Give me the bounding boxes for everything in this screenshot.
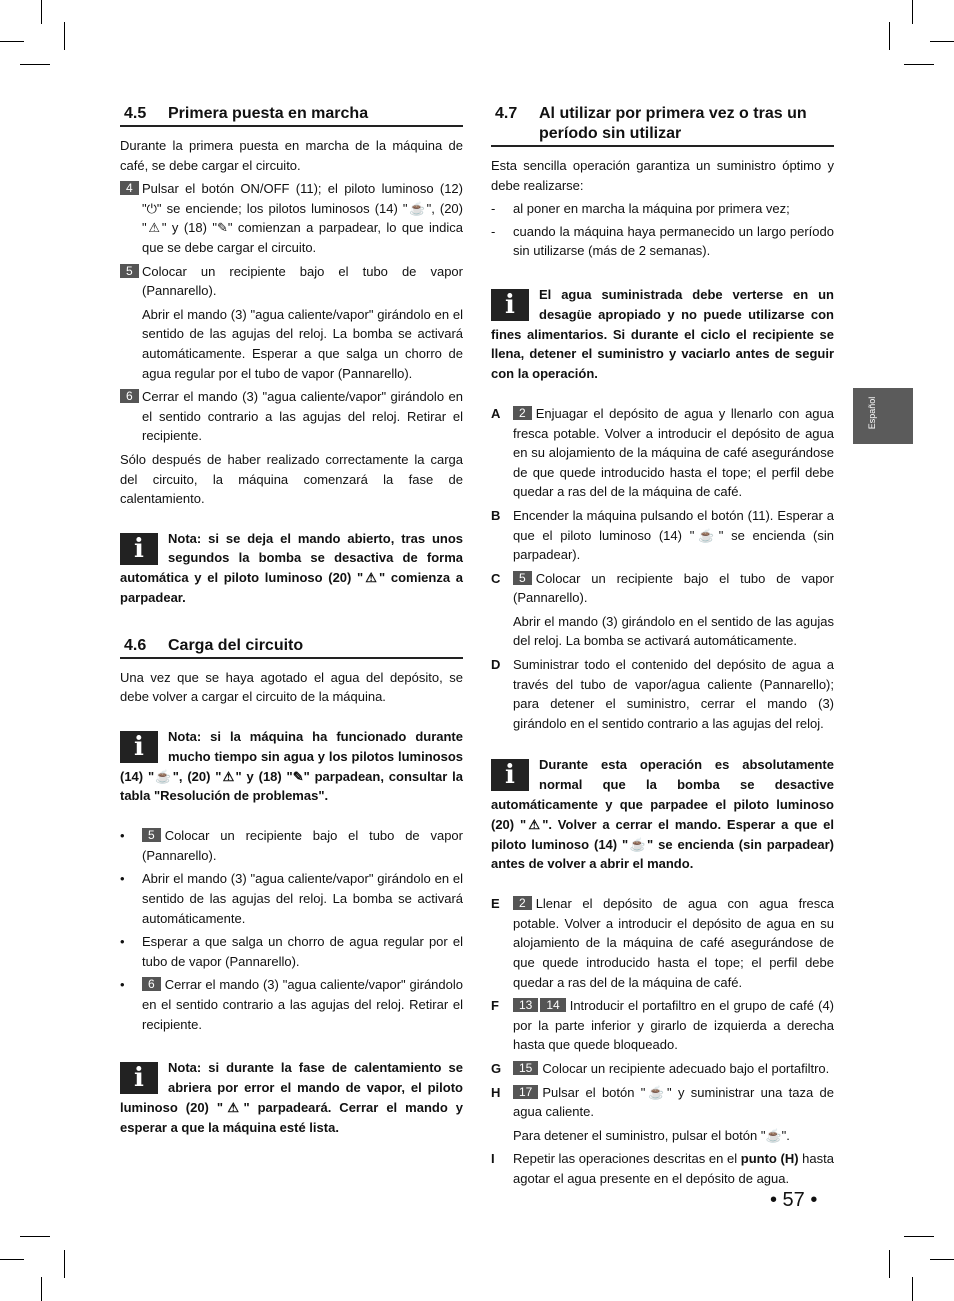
section-heading: Al utilizar por primera vez o tras un período sin utilizar [539, 105, 807, 142]
figure-ref-badge: 5 [142, 828, 161, 842]
bullet-text: Abrir el mando (3) "agua caliente/vapor" girándolo en el sentido de las agujas del reloj. La bomba se activará automáticamente. [142, 871, 463, 926]
figure-ref-badge: 2 [513, 896, 532, 910]
step-A: A 2 Enjuagar el depósito de agua y llenarlo con agua fresca potable. Volver a introducir el depósito de agua en su alojamiento de la máquina de café asegurándose de que quede introducido hasta el tope; el perfil debe quedar a ras del de la máquina de café. [491, 405, 834, 500]
step-text: Llenar el depósito de agua con agua fresca potable. Volver a introducir el depósito de agua en su alojamiento de la máquina de café asegurándose de que quede introducido hasta el tope; el perfil debe quedar a ras del de la máquina de café. [513, 896, 834, 990]
paragraph: Durante la primera puesta en marcha de la máquina de café, se debe cargar el circuito. [120, 138, 463, 173]
note-text: Durante esta operación es absolutamente normal que la bomba se desactive automáticamente y que parpadee el piloto luminoso (20) "⚠". Volver a cerrar el mando. Esperar a que el piloto luminoso (14) "☕" se encienda (sin parpadear) antes de volver a abrir el mando. [491, 757, 834, 872]
section-number: 4.7 [495, 105, 518, 122]
note-text: Nota: si se deja el mando abierto, tras unos segundos la bomba se desactiva de forma automática y el piloto luminoso (20) "⚠" comienza a parpadear. [120, 530, 463, 606]
note-text: Nota: si durante la fase de calentamiento se abriera por error el mando de vapor, el piloto luminoso (20) "⚠" parpadeará. Cerrar el mando y esperar a que la máquina esté lista. [120, 1060, 463, 1135]
paragraph: Sólo después de haber realizado correctamente la carga del circuito, la máquina comenzará la fase de calentamiento. [120, 451, 463, 507]
step-I: I Repetir las operaciones descritas en el punto (H) hasta agotar el agua presente en el depósito de agua. [491, 1151, 834, 1186]
bullet-text: Cerrar el mando (3) "agua caliente/vapor" girándolo en el sentido contrario a las agujas del reloj. Retirar el recipiente. [142, 977, 463, 1032]
page-number: • 57 • [770, 1189, 818, 1211]
crop-mark [0, 1259, 24, 1260]
step-text: Para detener el suministro, pulsar el botón "☕". [513, 1127, 790, 1143]
step-text: Colocar un recipiente bajo el tubo de vapor (Pannarello). [513, 570, 834, 606]
dash-text: cuando la máquina haya permanecido un largo período sin utilizarse (más de 2 semanas). [513, 223, 834, 259]
step-G: G 15 Colocar un recipiente adecuado bajo el portafiltro. [491, 1060, 830, 1076]
step-text: Encender la máquina pulsando el botón (11). Esperar a que el piloto luminoso (14) "☕" se encienda (sin parpadear). [513, 507, 834, 563]
language-tab-label: Español [867, 396, 877, 430]
step-text: hasta agotar el agua presente en el depósito de agua. [513, 1151, 834, 1186]
crop-mark [20, 64, 50, 65]
step-5 [120, 262, 463, 301]
left-column [120, 104, 463, 1157]
step-4 [120, 179, 463, 257]
figure-ref-badge: 15 [513, 1061, 538, 1075]
crop-mark [930, 1259, 954, 1260]
section-number: 4.6 [124, 636, 147, 654]
crop-mark [41, 1277, 42, 1301]
step-text: Enjuagar el depósito de agua y llenarlo con agua fresca potable. Volver a introducir el depósito de agua en su alojamiento de la máquina de café asegurándose de que quede introducido hasta el tope; el perfil debe quedar a ras del de la máquina de café. [513, 405, 834, 500]
section-heading: Primera puesta en marcha [168, 105, 369, 122]
step-text-bold: punto (H) [740, 1151, 799, 1167]
section-title-4-7 [491, 104, 834, 147]
figure-ref-badge: 6 [142, 977, 161, 991]
crop-mark [20, 1236, 50, 1237]
bullet-item: • Abrir el mando (3) "agua caliente/vapor" girándolo en el sentido de las agujas del reloj. La bomba se activará automáticamente. [120, 869, 463, 928]
bullet-item: • 5 Colocar un recipiente bajo el tubo de vapor (Pannarello). [120, 828, 463, 863]
step-C: C 5 Colocar un recipiente bajo el tubo de vapor (Pannarello). [491, 570, 834, 606]
crop-mark [912, 1277, 913, 1301]
step-text: Colocar un recipiente bajo el tubo de vapor (Pannarello). [142, 263, 463, 299]
figure-ref-badge: 17 [513, 1085, 538, 1099]
step-text: Repetir las operaciones descritas en el [513, 1151, 741, 1167]
figure-ref-badge: 4 [120, 181, 139, 195]
step-B: B Encender la máquina pulsando el botón (11). Esperar a que el piloto luminoso (14) "☕" se encienda (sin parpadear). [491, 506, 834, 565]
step-F: F 13 14 Introducir el portafiltro en el grupo de café (4) por la parte inferior y girarlo de izquierda a derecha hasta que quede bloqueado. [491, 998, 834, 1053]
info-note [120, 529, 463, 608]
section-title-4-5 [120, 104, 463, 127]
figure-ref-badge: 14 [540, 998, 565, 1012]
figure-ref-badge: 5 [513, 571, 532, 585]
crop-mark [889, 22, 890, 50]
info-icon: i [120, 1062, 158, 1094]
info-icon: i [491, 289, 529, 321]
crop-mark [912, 0, 913, 24]
info-note [120, 1058, 463, 1137]
note-text: El agua suministrada debe verterse en un desagüe apropiado y no puede utilizarse con fines alimentarios. Si durante el ciclo el recipiente se llena, detener el suministro y vaciarlo antes de seguir con la operación. [491, 286, 834, 382]
crop-mark [930, 41, 954, 42]
section-number: 4.5 [124, 105, 147, 122]
info-note [491, 755, 834, 874]
section-title-4-6 [120, 636, 463, 659]
dash-item: - al poner en marcha la máquina por primera vez; [491, 199, 834, 219]
dash-text: al poner en marcha la máquina por primera vez; [513, 201, 790, 217]
info-icon: i [491, 759, 529, 791]
step-text: Cerrar el mando (3) "agua caliente/vapor" girándolo en el sentido contrario a las agujas del reloj. Retirar el recipiente. [142, 389, 463, 444]
crop-mark [64, 1250, 65, 1278]
section-heading: Carga del circuito [168, 636, 304, 654]
step-text: Pulsar el botón "☕" y suministrar una taza de agua caliente. [513, 1084, 834, 1120]
step-6 [120, 387, 463, 446]
figure-ref-badge: 13 [513, 998, 538, 1012]
step-E: E 2 Llenar el depósito de agua con agua fresca potable. Volver a introducir el depósito de agua en su alojamiento de la máquina de café asegurándose de que quede introducido hasta el tope; el perfil debe quedar a ras del de la máquina de café. [491, 896, 834, 990]
step-D: D Suministrar todo el contenido del depósito de agua a través del tubo de vapor/agua caliente (Pannarello); para detener el suministro, cerrar el mando (3) girándolo en el sentido contrario a las agujas del reloj. [491, 655, 834, 733]
right-column [491, 104, 834, 1193]
step-text: Colocar un recipiente adecuado bajo el portafiltro. [542, 1060, 830, 1076]
step-text: Abrir el mando (3) "agua caliente/vapor" girándolo en el sentido de las agujas del reloj. La bomba se activará automáticamente. Esperar a que salga un chorro de agua regular por el tubo de vapor (Pannarello). [142, 306, 463, 381]
step-text: Pulsar el botón ON/OFF (11); el piloto luminoso (12) "⏻" se enciende; los pilotos luminosos (14) "☕", (20) "⚠" y (18) "✎" comienzan a parpadear, lo que indica que se debe cargar el circuito. [142, 181, 463, 255]
step-H: H 17 Pulsar el botón "☕" y suministrar una taza de agua caliente. [491, 1084, 834, 1120]
paragraph: Esta sencilla operación garantiza un suministro óptimo y debe realizarse: [491, 158, 834, 193]
crop-mark [904, 1236, 934, 1237]
dash-item: - cuando la máquina haya permanecido un largo período sin utilizarse (más de 2 semanas). [491, 222, 834, 261]
step-text: Abrir el mando (3) girándolo en el sentido de las agujas del reloj. La bomba se activará automáticamente. [513, 613, 834, 649]
crop-mark [0, 41, 24, 42]
bullet-text: Esperar a que salga un chorro de agua regular por el tubo de vapor (Pannarello). [142, 934, 463, 969]
bullet-item: • Esperar a que salga un chorro de agua regular por el tubo de vapor (Pannarello). [120, 932, 463, 971]
info-note [120, 727, 463, 806]
crop-mark [904, 64, 934, 65]
language-tab [853, 388, 913, 444]
step-text: Introducir el portafiltro en el grupo de café (4) por la parte inferior y girarlo de izquierda a derecha hasta que quede bloqueado. [513, 998, 834, 1053]
figure-ref-badge: 5 [120, 264, 139, 278]
crop-mark [64, 22, 65, 50]
info-note [491, 285, 834, 384]
info-icon: i [120, 731, 158, 763]
crop-mark [889, 1250, 890, 1278]
figure-ref-badge: 2 [513, 406, 532, 420]
note-text: Nota: si la máquina ha funcionado durante mucho tiempo sin agua y los pilotos luminosos (14) "☕", (20) "⚠" y (18) "✎" parpadean, consultar la tabla "Resolución de problemas". [120, 729, 463, 804]
bullet-item: • 6 Cerrar el mando (3) "agua caliente/vapor" girándolo en el sentido contrario a las agujas del reloj. Retirar el recipiente. [120, 977, 463, 1032]
bullet-text: Colocar un recipiente bajo el tubo de vapor (Pannarello). [142, 828, 463, 863]
figure-ref-badge: 6 [120, 389, 139, 403]
crop-mark [41, 0, 42, 24]
info-icon: i [120, 533, 158, 565]
paragraph: Una vez que se haya agotado el agua del depósito, se debe volver a cargar el circuito de la máquina. [120, 669, 463, 705]
step-text: Suministrar todo el contenido del depósito de agua a través del tubo de vapor/agua caliente (Pannarello); para detener el suministro, cerrar el mando (3) girándolo en el sentido contrario a las agujas del reloj. [513, 657, 834, 731]
